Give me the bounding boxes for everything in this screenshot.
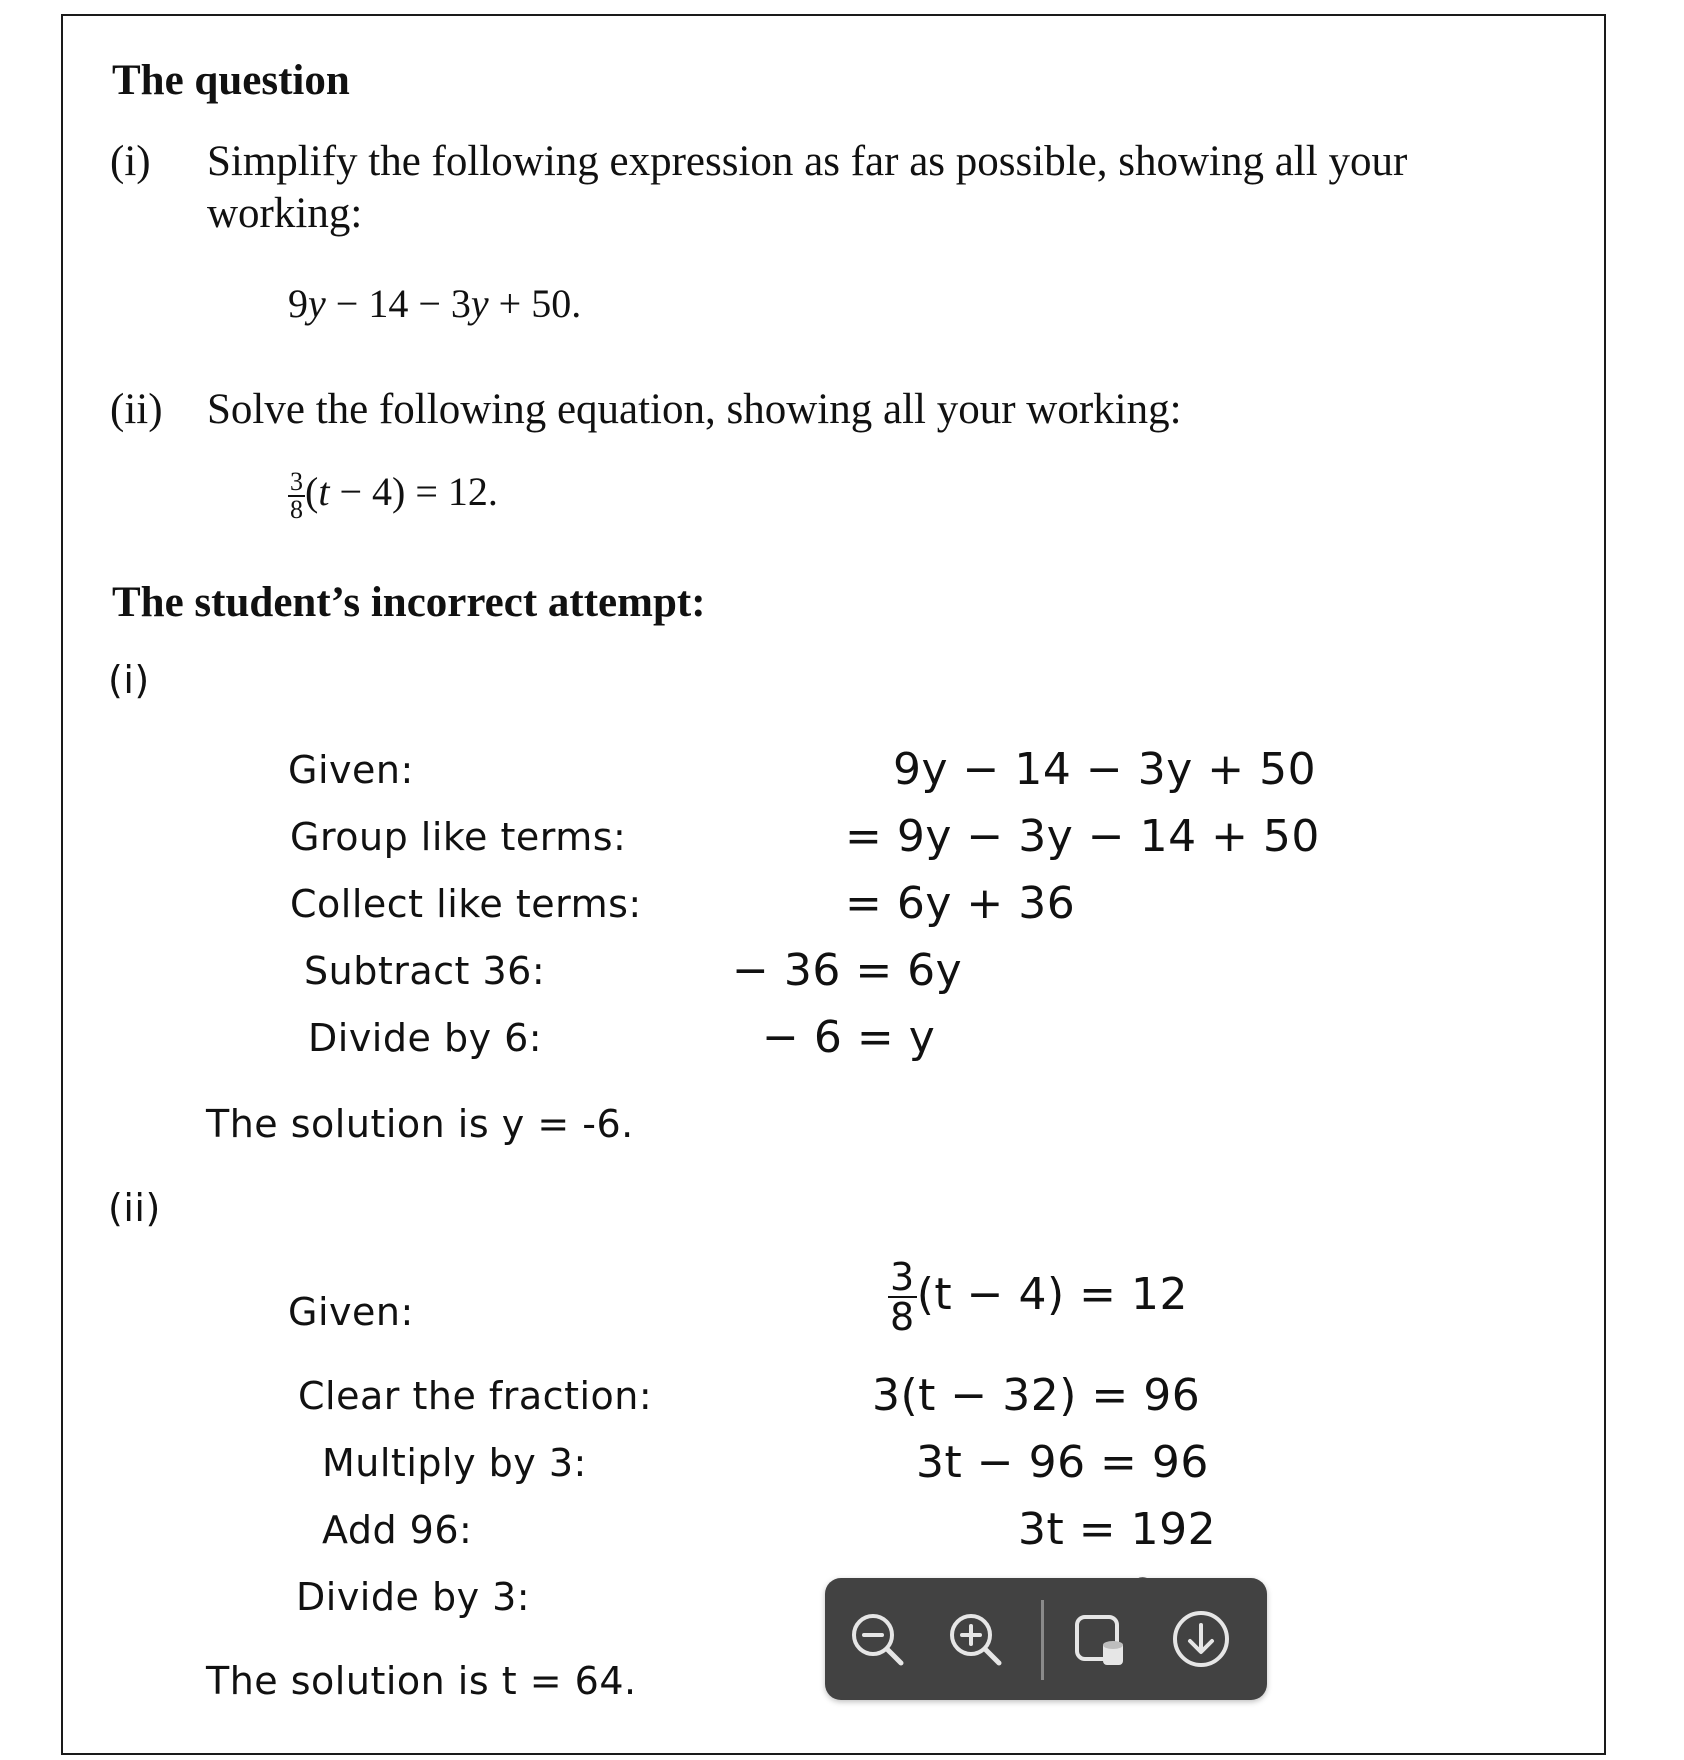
question-part-ii-equation: $\frac{3}{8}$ (t − 4) = 12. <box>290 466 498 524</box>
viewer-toolbar <box>825 1578 1267 1700</box>
step-label: Given: <box>288 748 414 792</box>
step-label: Clear the fraction: <box>298 1374 653 1418</box>
step-expression: 3t − 96 = 96 <box>916 1437 1209 1488</box>
zoom-in-button[interactable] <box>943 1607 1007 1671</box>
zoom-in-icon <box>943 1607 1007 1671</box>
download-icon <box>1169 1607 1233 1671</box>
attempt-heading: The student’s incorrect attempt: <box>112 579 706 626</box>
step-expression-given: $\frac{3}{8}$ (t − 4) = 12 <box>890 1255 1188 1339</box>
step-label: Add 96: <box>322 1508 473 1552</box>
attempt-part-ii-conclusion: The solution is t = 64. <box>206 1659 637 1703</box>
step-expression: 3t = 192 <box>1018 1504 1217 1555</box>
attempt-part-i-label: (i) <box>108 658 150 702</box>
toolbar-separator <box>1041 1600 1044 1680</box>
step-label: Multiply by 3: <box>322 1441 587 1485</box>
question-part-i-label: (i) <box>110 138 151 185</box>
attempt-part-i-conclusion: The solution is y = -6. <box>206 1102 634 1146</box>
step-expression: 9y − 14 − 3y + 50 <box>893 744 1317 795</box>
question-part-ii-label: (ii) <box>110 386 163 433</box>
download-button[interactable] <box>1169 1607 1233 1671</box>
question-part-i-text-line1: Simplify the following expression as far as possible, showing all your <box>207 138 1408 185</box>
step-expression: − 36 = 6y <box>732 945 963 996</box>
step-label: Divide by 3: <box>296 1575 531 1619</box>
step-label: Group like terms: <box>290 815 627 859</box>
step-label: Divide by 6: <box>308 1016 543 1060</box>
question-part-ii-text: Solve the following equation, showing all your working: <box>207 386 1182 433</box>
step-expression: − 6 = y <box>762 1012 936 1063</box>
step-expression: 3(t − 32) = 96 <box>872 1370 1201 1421</box>
step-expression: = 9y − 3y − 14 + 50 <box>845 811 1320 862</box>
copy-button[interactable] <box>1067 1607 1131 1671</box>
zoom-out-button[interactable] <box>845 1607 909 1671</box>
copy-icon <box>1067 1607 1131 1671</box>
question-part-i-text-line2: working: <box>207 190 363 237</box>
question-heading: The question <box>112 57 350 104</box>
step-label: Given: <box>288 1290 414 1334</box>
step-label: Collect like terms: <box>290 882 642 926</box>
step-label: Subtract 36: <box>304 949 546 993</box>
zoom-out-icon <box>845 1607 909 1671</box>
attempt-part-ii-label: (ii) <box>108 1186 161 1230</box>
question-part-i-expression: 9y − 14 − 3y + 50. <box>288 281 582 326</box>
step-expression: = 6y + 36 <box>845 878 1076 929</box>
